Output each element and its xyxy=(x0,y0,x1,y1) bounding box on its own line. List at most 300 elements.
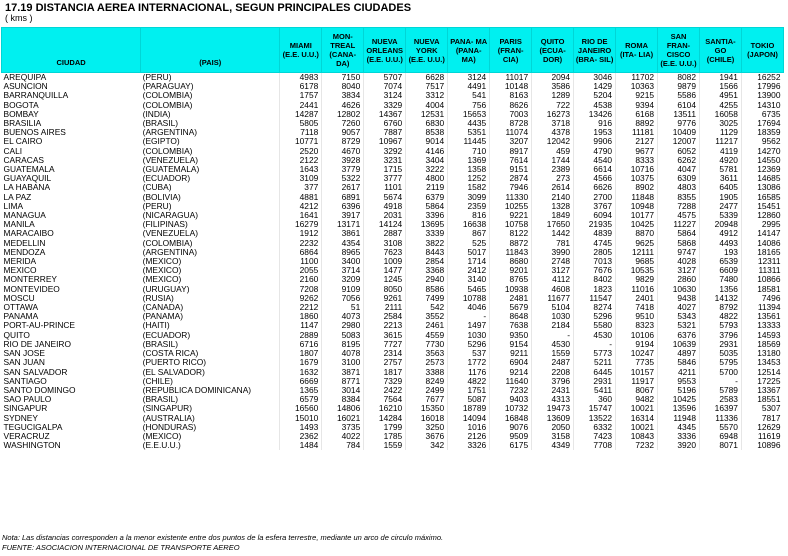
distance-cell: 3100 xyxy=(322,358,364,367)
distance-cell: 18551 xyxy=(741,395,783,404)
distance-cell: 4670 xyxy=(322,147,364,156)
distance-cell: 7499 xyxy=(406,294,448,303)
distance-cell: 3822 xyxy=(406,239,448,248)
distance-cell: 8323 xyxy=(616,321,658,330)
country-cell: (BRASIL) xyxy=(142,119,179,129)
distance-cell: 11394 xyxy=(741,303,783,312)
distance-cell: 11311 xyxy=(741,266,783,275)
country-cell: (CHILE) xyxy=(142,376,173,386)
distance-cell: 7817 xyxy=(741,414,783,423)
country-cell: (REPUBLICA DOMINICANA) xyxy=(142,385,252,395)
distance-cell: 6094 xyxy=(574,211,616,220)
distance-cell: 3014 xyxy=(322,386,364,395)
distance-cell: 2573 xyxy=(406,358,448,367)
country-cell: (ECUADOR) xyxy=(142,174,191,184)
distance-cell: 17694 xyxy=(741,119,783,128)
table-row xyxy=(2,239,784,248)
city-cell: BUENOS AIRES xyxy=(3,128,66,138)
distance-cell: 2940 xyxy=(406,275,448,284)
table-row xyxy=(2,368,784,377)
distance-cell: 16397 xyxy=(700,404,742,413)
table-row xyxy=(2,220,784,229)
header-ciudad: CIUDAD xyxy=(2,28,141,73)
distance-cell: 12531 xyxy=(406,110,448,119)
table-row xyxy=(2,386,784,395)
header-col: PARIS (FRAN- CIA) xyxy=(490,28,532,73)
distance-cell: 15010 xyxy=(280,414,322,423)
table-row xyxy=(2,358,784,367)
country-cell: (URUGUAY) xyxy=(142,284,190,294)
distance-cell: 2412 xyxy=(448,266,490,275)
distance-cell: 9685 xyxy=(616,257,658,266)
distance-cell: 10363 xyxy=(616,82,658,91)
distance-cell: 10639 xyxy=(658,340,700,349)
distance-cell: 2584 xyxy=(364,312,406,321)
distance-cell: 11336 xyxy=(700,414,742,423)
distance-cell: 2441 xyxy=(280,101,322,110)
distance-cell: 2314 xyxy=(364,349,406,358)
distance-cell: 8195 xyxy=(322,340,364,349)
city-cell: LA HABANA xyxy=(3,183,51,193)
table-row xyxy=(2,137,784,146)
distance-cell: 2213 xyxy=(364,321,406,330)
distance-cell: 3292 xyxy=(364,147,406,156)
distance-cell: 6669 xyxy=(280,377,322,386)
distance-cell: 5083 xyxy=(322,331,364,340)
distance-cell: 2140 xyxy=(532,193,574,202)
table-row xyxy=(2,73,784,83)
distance-cell: 7013 xyxy=(574,257,616,266)
distance-cell: 2362 xyxy=(280,432,322,441)
distance-cell: 16585 xyxy=(741,193,783,202)
distance-cell: 8050 xyxy=(364,285,406,294)
distance-cell: 5805 xyxy=(280,119,322,128)
country-cell: (NICARAGUA) xyxy=(142,211,199,221)
distance-cell: 2583 xyxy=(700,395,742,404)
distance-cell: 2860 xyxy=(658,275,700,284)
distance-cell: 18359 xyxy=(741,128,783,137)
city-cell: SAN SALVADOR xyxy=(3,367,68,377)
distance-cell: 4022 xyxy=(322,432,364,441)
distance-cell: 1016 xyxy=(448,423,490,432)
city-cell: BOMBAY xyxy=(3,109,39,119)
distance-cell: 16279 xyxy=(280,220,322,229)
distance-cell: 2461 xyxy=(406,321,448,330)
distance-cell: 3339 xyxy=(406,229,448,238)
distance-cell: 5679 xyxy=(490,303,532,312)
distance-cell: 6396 xyxy=(322,202,364,211)
distance-cell: 4626 xyxy=(322,101,364,110)
distance-cell: 10021 xyxy=(616,423,658,432)
distance-cell: 15653 xyxy=(448,110,490,119)
city-cell: MANILA xyxy=(3,220,35,230)
distance-cell: 6760 xyxy=(364,119,406,128)
distance-cell: 13522 xyxy=(574,414,616,423)
country-cell: (FILIPINAS) xyxy=(142,220,188,230)
distance-cell: 1849 xyxy=(532,211,574,220)
distance-cell: 13171 xyxy=(322,220,364,229)
distance-cell: 13695 xyxy=(406,220,448,229)
distance-cell: 1953 xyxy=(574,128,616,137)
table-row xyxy=(2,174,784,183)
country-cell: (BOLIVIA) xyxy=(142,192,181,202)
distance-cell: 18569 xyxy=(741,340,783,349)
distance-cell: 7517 xyxy=(406,82,448,91)
distance-cell: 9109 xyxy=(322,285,364,294)
distance-cell: 13180 xyxy=(741,349,783,358)
distance-cell: 2401 xyxy=(616,294,658,303)
distance-cell: 8765 xyxy=(490,275,532,284)
distance-cell: 8082 xyxy=(658,73,700,83)
distance-cell: 3796 xyxy=(700,331,742,340)
distance-cell: 8728 xyxy=(490,119,532,128)
header-pais: (PAIS) xyxy=(141,28,280,73)
distance-cell: 6376 xyxy=(658,331,700,340)
distance-cell: 4313 xyxy=(532,395,574,404)
country-cell: (COLOMBIA) xyxy=(142,238,193,248)
distance-cell: 1715 xyxy=(364,165,406,174)
distance-cell: 4027 xyxy=(658,303,700,312)
distance-cell: 1714 xyxy=(448,257,490,266)
distance-cell: 10106 xyxy=(616,331,658,340)
distance-cell: 9151 xyxy=(490,165,532,174)
distance-cell: 9829 xyxy=(616,275,658,284)
distance-cell: 2359 xyxy=(448,202,490,211)
table-row xyxy=(2,395,784,404)
distance-cell: 9677 xyxy=(616,147,658,156)
distance-cell: 10967 xyxy=(364,137,406,146)
distance-cell: 9438 xyxy=(658,294,700,303)
country-cell: (GUATEMALA) xyxy=(142,165,200,175)
distance-cell: 2995 xyxy=(741,220,783,229)
distance-cell: 1101 xyxy=(364,183,406,192)
distance-cell: 7887 xyxy=(364,128,406,137)
distance-cell: 9154 xyxy=(490,340,532,349)
distance-cell: 12860 xyxy=(741,211,783,220)
header-col: PANA- MA (PANA- MA) xyxy=(448,28,490,73)
table-row xyxy=(2,257,784,266)
distance-cell: 11181 xyxy=(616,128,658,137)
distance-cell: 16252 xyxy=(741,73,783,83)
distance-cell: 5700 xyxy=(700,368,742,377)
distance-cell: 3109 xyxy=(280,174,322,183)
distance-cell: 2854 xyxy=(406,257,448,266)
distance-cell: 7727 xyxy=(364,340,406,349)
distance-cell: 14284 xyxy=(364,414,406,423)
distance-cell: 3735 xyxy=(322,423,364,432)
distance-cell: 13453 xyxy=(741,358,783,367)
distance-cell: 11017 xyxy=(490,73,532,83)
distance-cell: 9510 xyxy=(616,312,658,321)
distance-cell: 11702 xyxy=(616,73,658,83)
distance-cell: 4435 xyxy=(448,119,490,128)
distance-cell: 5307 xyxy=(741,404,783,413)
city-cell: RIO DE JANEIRO xyxy=(3,339,71,349)
distance-cell: - xyxy=(448,312,490,321)
distance-cell: 7003 xyxy=(490,110,532,119)
country-cell: (MEXICO) xyxy=(142,431,182,441)
country-cell: (ECUADOR) xyxy=(142,330,191,340)
distance-cell: 3140 xyxy=(448,275,490,284)
distance-cell: 9879 xyxy=(658,82,700,91)
distance-cell: 3046 xyxy=(574,73,616,83)
table-body xyxy=(2,73,784,451)
distance-cell: 4951 xyxy=(700,91,742,100)
table-row xyxy=(2,82,784,91)
distance-cell: 7638 xyxy=(490,321,532,330)
country-cell: (PERU) xyxy=(142,72,172,82)
distance-cell: 3396 xyxy=(406,211,448,220)
distance-cell: 2031 xyxy=(364,211,406,220)
distance-cell: 2389 xyxy=(532,165,574,174)
distance-cell: 14287 xyxy=(280,110,322,119)
table-row xyxy=(2,165,784,174)
units-label: ( kms ) xyxy=(5,13,33,23)
distance-cell: 3552 xyxy=(406,312,448,321)
distance-cell: 4538 xyxy=(574,101,616,110)
distance-cell: 5789 xyxy=(700,386,742,395)
distance-cell: 7074 xyxy=(364,82,406,91)
distance-cell: 3124 xyxy=(364,91,406,100)
distance-cell: 4493 xyxy=(700,239,742,248)
distance-cell: 5035 xyxy=(700,349,742,358)
distance-cell: 11917 xyxy=(616,377,658,386)
distance-cell: 13609 xyxy=(532,414,574,423)
distance-cell: 4912 xyxy=(700,229,742,238)
distance-cell: 4491 xyxy=(448,82,490,91)
distance-cell: 8680 xyxy=(490,257,532,266)
distance-cell: 4073 xyxy=(322,312,364,321)
distance-cell: 5465 xyxy=(448,285,490,294)
country-cell: (MEXICO) xyxy=(142,275,182,285)
distance-cell: 16848 xyxy=(490,414,532,423)
distance-cell: 13596 xyxy=(658,404,700,413)
header-col: RIO DE JANEIRO (BRA- SIL) xyxy=(574,28,616,73)
distance-cell: 8917 xyxy=(490,147,532,156)
distance-cell: 4146 xyxy=(406,147,448,156)
distance-cell: 7056 xyxy=(322,294,364,303)
distance-cell: 867 xyxy=(448,229,490,238)
header-row xyxy=(2,28,784,73)
distance-cell: 3861 xyxy=(322,229,364,238)
distance-cell: 10758 xyxy=(490,220,532,229)
distance-cell: 3025 xyxy=(700,119,742,128)
country-cell: (BRASIL) xyxy=(142,395,179,405)
city-cell: QUITO xyxy=(3,330,30,340)
table-row xyxy=(2,423,784,432)
distance-cell: 5864 xyxy=(658,229,700,238)
distance-cell: 9553 xyxy=(658,377,700,386)
distance-cell: 4255 xyxy=(700,101,742,110)
distance-cell: 2184 xyxy=(532,321,574,330)
distance-cell: 12311 xyxy=(741,257,783,266)
table-row xyxy=(2,156,784,165)
distance-cell: 6052 xyxy=(658,147,700,156)
distance-cell: 2126 xyxy=(448,432,490,441)
distance-cell: 12007 xyxy=(658,137,700,146)
distance-cell: 377 xyxy=(280,183,322,192)
distance-cell: 14124 xyxy=(364,220,406,229)
distance-cell: 13900 xyxy=(741,91,783,100)
city-cell: MARACAIBO xyxy=(3,229,54,239)
distance-cell: 8538 xyxy=(406,128,448,137)
distance-cell: 17650 xyxy=(532,220,574,229)
distance-cell: 8122 xyxy=(490,229,532,238)
city-cell: SAN JUAN xyxy=(3,358,45,368)
city-cell: MANAGUA xyxy=(3,211,46,221)
distance-cell: 8249 xyxy=(406,377,448,386)
distance-cell: - xyxy=(574,340,616,349)
city-cell: GUAYAQUIL xyxy=(3,174,52,184)
city-cell: MONTERREY xyxy=(3,275,58,285)
distance-cell: 4897 xyxy=(658,349,700,358)
distance-cell: 1493 xyxy=(280,423,322,432)
distance-cell: 17225 xyxy=(741,377,783,386)
distance-cell: 5017 xyxy=(448,248,490,257)
distance-cell: 1772 xyxy=(448,358,490,367)
distance-cell: 14147 xyxy=(741,229,783,238)
country-cell: (PANAMA) xyxy=(142,312,183,322)
distance-cell: 17996 xyxy=(741,82,783,91)
distance-cell: 7150 xyxy=(322,73,364,83)
distance-cell: 2481 xyxy=(490,294,532,303)
country-cell: (COLOMBIA) xyxy=(142,100,193,110)
table-row xyxy=(2,147,784,156)
country-cell: (PUERTO RICO) xyxy=(142,358,207,368)
distance-cell: 1356 xyxy=(700,285,742,294)
distance-cell: 2212 xyxy=(280,303,322,312)
distance-cell: 2208 xyxy=(532,368,574,377)
distance-cell: 2614 xyxy=(532,183,574,192)
distance-cell: 8384 xyxy=(322,395,364,404)
distance-cell: 8872 xyxy=(490,239,532,248)
distance-cell: 3209 xyxy=(322,275,364,284)
distance-cell: 7288 xyxy=(658,202,700,211)
distance-cell: 1785 xyxy=(364,432,406,441)
distance-cell: 10716 xyxy=(616,165,658,174)
distance-cell: 9201 xyxy=(490,266,532,275)
distance-cell: 1365 xyxy=(280,386,322,395)
city-cell: WASHINGTON xyxy=(3,441,61,451)
distance-cell: 2111 xyxy=(364,303,406,312)
city-cell: GUATEMALA xyxy=(3,165,55,175)
distance-cell: 4028 xyxy=(658,257,700,266)
distance-cell: 6104 xyxy=(658,101,700,110)
distance-cell: 5707 xyxy=(364,73,406,83)
distance-cell: 3099 xyxy=(448,193,490,202)
distance-cell: 9747 xyxy=(658,248,700,257)
distance-cell: 3127 xyxy=(658,266,700,275)
distance-cell: 1643 xyxy=(280,165,322,174)
header-col: MON- TREAL (CANA- DA) xyxy=(322,28,364,73)
distance-cell: 4745 xyxy=(574,239,616,248)
distance-cell: 4349 xyxy=(532,441,574,450)
distance-cell: 7232 xyxy=(490,386,532,395)
city-cell: VERACRUZ xyxy=(3,431,50,441)
distance-cell: 7735 xyxy=(616,358,658,367)
distance-cell: 5104 xyxy=(532,303,574,312)
distance-cell: 9215 xyxy=(616,91,658,100)
distance-cell: 4559 xyxy=(406,331,448,340)
table-row xyxy=(2,110,784,119)
distance-cell: 3368 xyxy=(406,266,448,275)
distance-cell: 14086 xyxy=(741,239,783,248)
distance-cell: 4378 xyxy=(532,128,574,137)
distance-cell: 7676 xyxy=(574,266,616,275)
distance-cell: - xyxy=(532,331,574,340)
distance-cell: 1905 xyxy=(700,193,742,202)
distance-cell: 13333 xyxy=(741,321,783,330)
table-row xyxy=(2,119,784,128)
city-cell: PORT-AU-PRINCE xyxy=(3,321,76,331)
distance-cell: 2050 xyxy=(532,423,574,432)
distance-cell: 11074 xyxy=(490,128,532,137)
distance-cell: 10409 xyxy=(658,128,700,137)
distance-cell: 13511 xyxy=(658,110,700,119)
city-cell: MERIDA xyxy=(3,257,37,267)
distance-cell: 2931 xyxy=(574,377,616,386)
table-row xyxy=(2,331,784,340)
country-cell: (HONDURAS) xyxy=(142,422,197,432)
country-cell: (MEXICO) xyxy=(142,257,182,267)
distance-cell: 8626 xyxy=(490,101,532,110)
country-cell: (CANADA) xyxy=(142,303,184,313)
distance-cell: 7564 xyxy=(364,395,406,404)
distance-cell: 8648 xyxy=(490,312,532,321)
distance-cell: 5868 xyxy=(658,239,700,248)
distance-cell: 8586 xyxy=(406,285,448,294)
header-col: MIAMI (E.E. U.U.) xyxy=(280,28,322,73)
distance-cell: 6379 xyxy=(406,193,448,202)
distance-cell: 5781 xyxy=(700,165,742,174)
distance-cell: 6716 xyxy=(280,340,322,349)
distance-cell: 4530 xyxy=(574,331,616,340)
distance-cell: 10938 xyxy=(490,285,532,294)
distance-cell: 13367 xyxy=(741,386,783,395)
distance-cell: 2499 xyxy=(406,386,448,395)
distance-cell: 3326 xyxy=(448,441,490,450)
distance-cell: 11843 xyxy=(490,248,532,257)
distance-cell: 3586 xyxy=(532,82,574,91)
distance-cell: 11217 xyxy=(700,137,742,146)
distance-cell: 1566 xyxy=(700,82,742,91)
distance-cell: 9261 xyxy=(364,294,406,303)
city-cell: MOSCU xyxy=(3,293,35,303)
distance-cell: 3779 xyxy=(322,165,364,174)
country-cell: (PARAGUAY) xyxy=(142,82,194,92)
table-row xyxy=(2,275,784,284)
distance-cell: 8067 xyxy=(616,386,658,395)
distance-cell: 8870 xyxy=(616,229,658,238)
distance-cell: 4078 xyxy=(322,349,364,358)
distance-cell: 2477 xyxy=(700,202,742,211)
distance-cell: 3563 xyxy=(406,349,448,358)
distance-cell: 7423 xyxy=(574,432,616,441)
distance-cell: 15350 xyxy=(406,404,448,413)
distance-cell: 9057 xyxy=(322,128,364,137)
source-note: FUENTE: ASOCIACION INTERNACIONAL DE TRANSPORTE AEREO xyxy=(2,543,240,552)
distance-cell: 7708 xyxy=(574,441,616,450)
distance-cell: 16210 xyxy=(364,404,406,413)
distance-cell: 756 xyxy=(448,101,490,110)
distance-cell: 9350 xyxy=(490,331,532,340)
distance-cell: 6309 xyxy=(658,174,700,183)
table-row xyxy=(2,294,784,303)
distance-cell: 1328 xyxy=(532,202,574,211)
distance-cell: 5674 xyxy=(364,193,406,202)
distance-cell: 1009 xyxy=(364,257,406,266)
distance-cell: 14593 xyxy=(741,331,783,340)
